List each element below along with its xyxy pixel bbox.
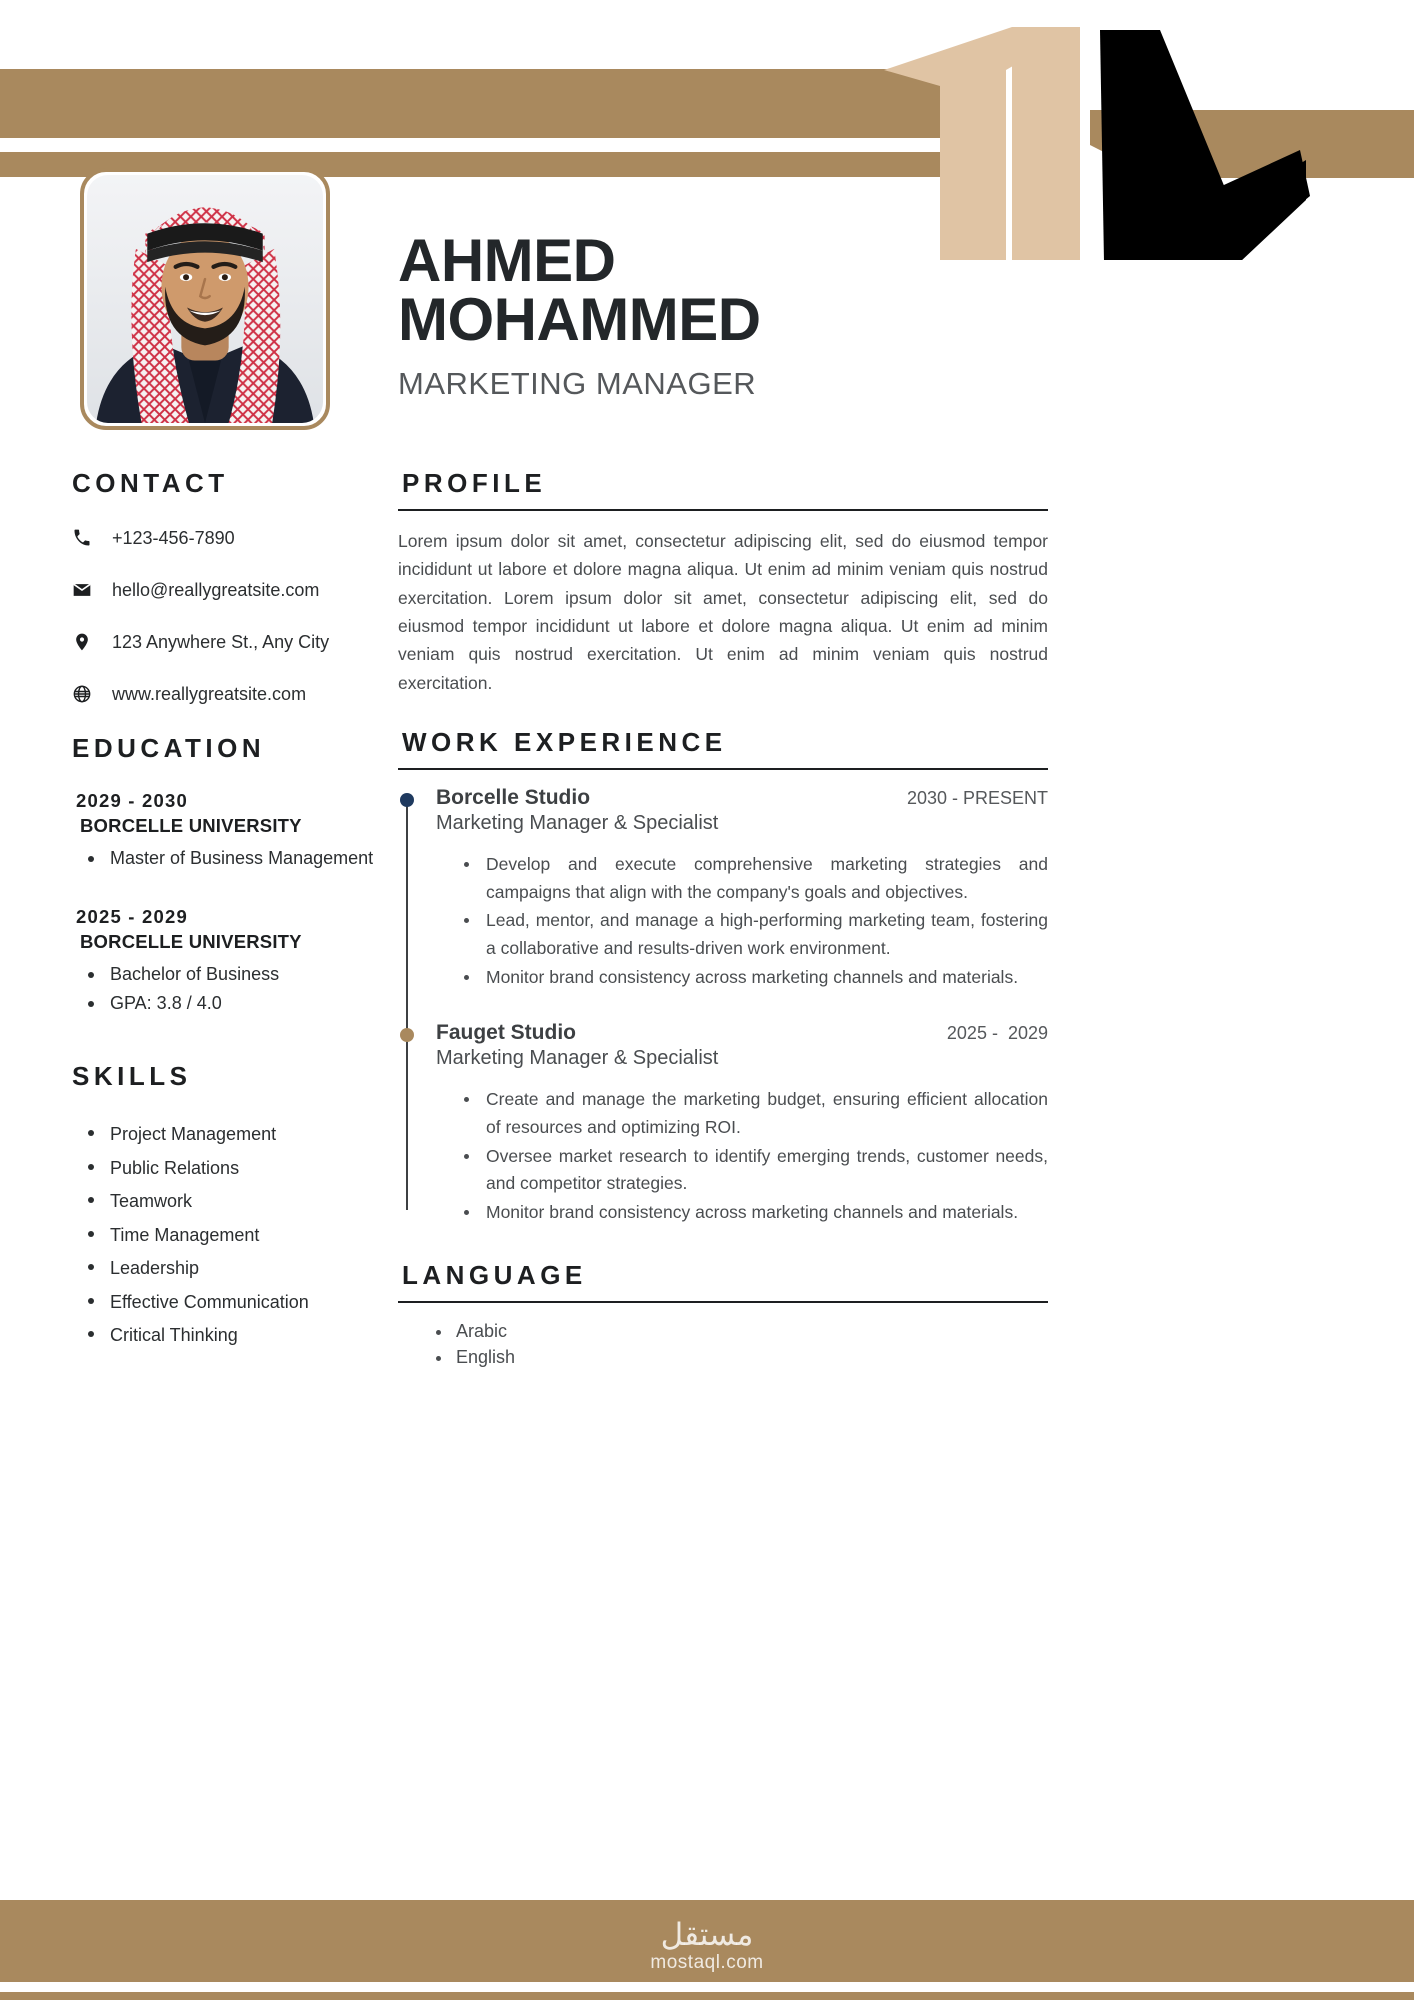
main-content: [398, 468, 1048, 1371]
job-title: MARKETING MANAGER: [398, 365, 757, 401]
language-list: [398, 1319, 1048, 1370]
contact-value: www.reallygreatsite.com: [112, 683, 307, 704]
list-item: Project Management: [84, 1118, 382, 1151]
list-item: Leadership: [84, 1252, 382, 1285]
company-name: Borcelle Studio: [436, 786, 591, 810]
language-heading: LANGUAGE: [402, 1260, 587, 1291]
education-entry: [72, 790, 382, 872]
work-experience-section: [398, 727, 1048, 1226]
profile-section: [398, 468, 1048, 697]
job-duties: [436, 1086, 1048, 1226]
profile-heading: PROFILE: [402, 468, 547, 498]
language-section: [398, 1260, 1048, 1370]
contact-item-website[interactable]: [72, 681, 382, 707]
company-name: Fauget Studio: [436, 1021, 576, 1045]
work-entry-header: [436, 786, 1048, 810]
work-experience-heading: WORK EXPERIENCE: [402, 727, 727, 758]
education-years: 2025 - 2029: [76, 906, 188, 928]
timeline-dot: [400, 793, 414, 807]
timeline-dot: [400, 1028, 414, 1042]
list-item: Oversee market research to identify emerging trends, customer needs, and competitor strategies.: [462, 1143, 1048, 1198]
list-item: Lead, mentor, and manage a high-performing marketing team, fostering a collaborative and results-driven work environment.: [462, 907, 1048, 962]
contact-value: 123 Anywhere St., Any City: [112, 631, 330, 652]
contact-value: +123-456-7890: [112, 527, 235, 548]
contact-item-address[interactable]: [72, 629, 382, 655]
employment-dates: 2030 - PRESENT: [906, 788, 1048, 809]
list-item: Monitor brand consistency across marketing channels and materials.: [462, 1199, 1048, 1227]
employment-dates: 2025 - 2029: [946, 1023, 1048, 1044]
last-name: MOHAMMED: [398, 285, 761, 353]
section-divider: [398, 768, 1048, 770]
list-item: Monitor brand consistency across marketing channels and materials.: [462, 964, 1048, 992]
list-item: Arabic: [434, 1319, 1048, 1345]
list-item: GPA: 3.8 / 4.0: [84, 989, 382, 1017]
job-duties: [436, 851, 1048, 991]
skills-heading: SKILLS: [72, 1061, 192, 1092]
section-divider: [398, 1301, 1048, 1303]
globe-icon: [72, 684, 102, 704]
work-entry: [436, 1021, 1048, 1226]
sidebar: [72, 468, 382, 1353]
work-timeline: [398, 786, 1048, 1226]
avatar-image: [87, 175, 323, 423]
profile-text: Lorem ipsum dolor sit amet, consectetur adipiscing elit, sed do eiusmod tempor incididunt ut labore et dolore magna aliqua. Ut enim ad minim veniam quis nostrud exercitation. Lorem ipsum dolor sit amet, consectetur adipiscing elit, sed do eiusmod tempor incididunt ut labore et dolore magna aliqua. Ut enim ad minim veniam quis nostrud exercitation. Ut enim ad minim veniam quis nostrud exercitation.: [398, 531, 1048, 693]
education-details: [72, 844, 382, 872]
job-role: Marketing Manager & Specialist: [436, 1047, 719, 1070]
list-item: Master of Business Management: [84, 844, 382, 872]
skills-list: [72, 1118, 382, 1352]
list-item: English: [434, 1345, 1048, 1371]
education-heading: EDUCATION: [72, 733, 266, 763]
footer-white-stripe: [0, 1982, 1414, 1992]
work-entry: [436, 786, 1048, 991]
contact-heading: CONTACT: [72, 468, 229, 498]
phone-icon: [72, 528, 102, 548]
list-item: Critical Thinking: [84, 1319, 382, 1352]
list-item: Public Relations: [84, 1152, 382, 1185]
watermark-arabic: مستقل: [660, 1917, 754, 1953]
avatar: [80, 168, 330, 430]
watermark: [0, 1919, 1414, 1974]
contact-item-phone[interactable]: [72, 525, 382, 551]
timeline-axis: [406, 798, 408, 1210]
list-item: Teamwork: [84, 1185, 382, 1218]
list-item: Create and manage the marketing budget, ensuring efficient allocation of resources and optimizing ROI.: [462, 1086, 1048, 1141]
contact-value: hello@reallygreatsite.com: [112, 579, 320, 600]
work-entry-header: [436, 1021, 1048, 1045]
watermark-latin: mostaql.com: [650, 1952, 764, 1973]
name-block: [398, 227, 1098, 402]
list-item: Effective Communication: [84, 1286, 382, 1319]
section-divider: [398, 509, 1048, 511]
list-item: Bachelor of Business: [84, 960, 382, 988]
location-pin-icon: [72, 632, 102, 652]
list-item: Develop and execute comprehensive marketing strategies and campaigns that align with the company's goals and objectives.: [462, 851, 1048, 906]
education-school: BORCELLE UNIVERSITY: [80, 931, 302, 953]
education-entry: [72, 906, 382, 1017]
contact-item-email[interactable]: [72, 577, 382, 603]
education-years: 2029 - 2030: [76, 790, 188, 811]
education-details: [72, 960, 382, 1017]
job-role: Marketing Manager & Specialist: [436, 812, 719, 835]
first-name: AHMED: [398, 227, 616, 294]
education-school: BORCELLE UNIVERSITY: [80, 815, 302, 836]
list-item: Time Management: [84, 1219, 382, 1252]
envelope-icon: [72, 580, 102, 600]
